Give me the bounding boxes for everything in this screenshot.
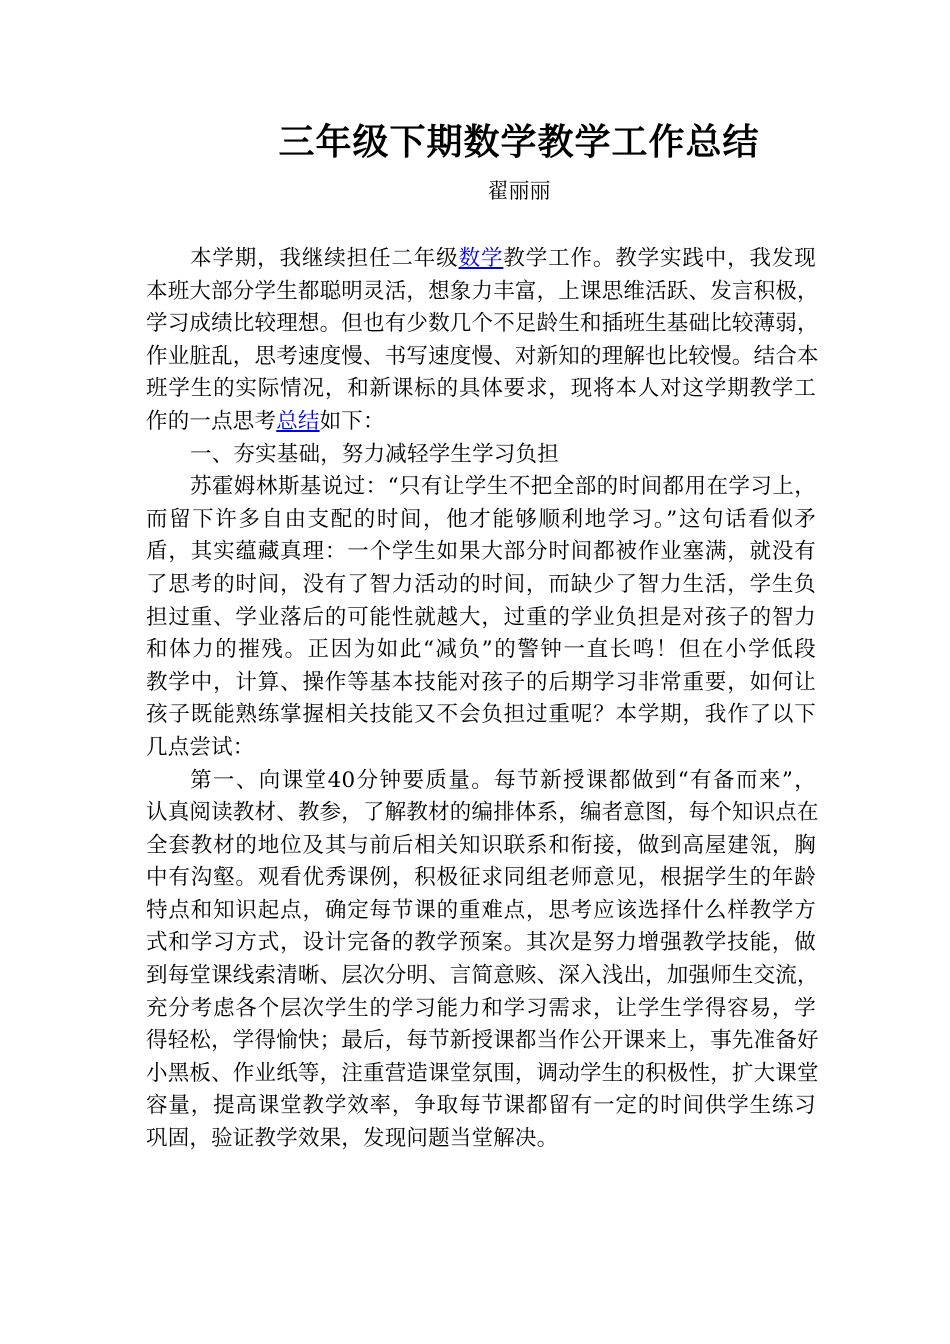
document-body [146, 243, 819, 1156]
paragraph-line: 学习成绩比较理想。但也有少数几个不足龄生和插班生基础比较薄弱， [146, 311, 819, 337]
paragraph-line: 到每堂课线索清晰、层次分明、言简意赅、深入浅出，加强师生交流， [146, 963, 819, 989]
paragraph-line: 和体力的摧残。正因为如此“减负”的警钟一直长鸣！但在小学低段 [146, 637, 816, 663]
paragraph-line: 式和学习方式，设计完备的教学预案。其次是努力增强教学技能，做 [146, 930, 816, 956]
paragraph-line: 巩固，验证教学效果，发现问题当堂解决。 [146, 1126, 559, 1152]
paragraph-line: 容量，提高课堂教学效率，争取每节课都留有一定的时间供学生练习 [146, 1093, 816, 1119]
paragraph-line: 本班大部分学生都聪明灵活，想象力丰富，上课思维活跃、发言积极， [146, 278, 819, 304]
summary-link[interactable]: 总结 [276, 408, 320, 434]
paragraph-line: 作业脏乱，思考速度慢、书写速度慢、对新知的理解也比较慢。结合本 [146, 343, 819, 369]
paragraph-line [146, 406, 816, 439]
paragraph-line: 班学生的实际情况，和新课标的具体要求，现将本人对这学期教学工 [146, 376, 816, 402]
paragraph-line: 认真阅读教材、教参，了解教材的编排体系，编者意图，每个知识点在 [146, 800, 819, 826]
text-span: 如下： [319, 408, 385, 434]
paragraph-line: 而留下许多自由支配的时间，他才能够顺利地学习。”这句话看似矛 [146, 506, 816, 532]
paragraph-line: 教学中，计算、操作等基本技能对孩子的后期学习非常重要，如何让 [146, 669, 816, 695]
paragraph-line: 得轻松，学得愉快；最后，每节新授课都当作公开课来上，事先准备好 [146, 1028, 819, 1054]
paragraph-line: 小黑板、作业纸等，注重营造课堂氛围，调动学生的积极性，扩大课堂 [146, 1060, 819, 1086]
paragraph-line: 中有沟壑。观看优秀课例，积极征求同组老师意见，根据学生的年龄 [146, 865, 816, 891]
paragraph-line: 充分考虑各个层次学生的学习能力和学习需求，让学生学得容易，学 [146, 995, 816, 1021]
text-span: 作的一点思考 [146, 408, 277, 434]
math-link[interactable]: 数学 [458, 246, 504, 271]
paragraph-line: 了思考的时间，没有了智力活动的时间，而缺少了智力生活，学生负 [146, 571, 816, 597]
paragraph-line: 全套教材的地位及其与前后相关知识联系和衔接，做到高屋建瓴，胸 [146, 832, 816, 858]
document-author: 翟丽丽 [487, 179, 551, 203]
section-heading: 一、夯实基础，努力减轻学生学习负担 [190, 441, 559, 467]
paragraph-line: 第一、向课堂40分钟要质量。每节新授课都做到“有备而来”， [190, 767, 816, 793]
paragraph-line: 盾，其实蕴藏真理：一个学生如果大部分时间都被作业塞满，就没有 [146, 539, 816, 565]
paragraph-line: 孩子既能熟练掌握相关技能又不会负担过重呢？本学期，我作了以下 [146, 702, 816, 728]
paragraph-line: 特点和知识起点，确定每节课的重难点，思考应该选择什么样教学方 [146, 897, 816, 923]
document-title: 三年级下期数学教学工作总结 [278, 121, 760, 163]
text-span: 本学期，我继续担任二年级 [190, 246, 459, 271]
paragraph-line: 几点尝试： [146, 734, 255, 760]
paragraph-line [146, 243, 816, 276]
paragraph-line: 担过重、学业落后的可能性就越大，过重的学业负担是对孩子的智力 [146, 604, 816, 630]
paragraph-line: 苏霍姆林斯基说过：“只有让学生不把全部的时间都用在学习上， [190, 474, 816, 500]
text-span: 教学工作。教学实践中，我发现 [503, 246, 816, 271]
